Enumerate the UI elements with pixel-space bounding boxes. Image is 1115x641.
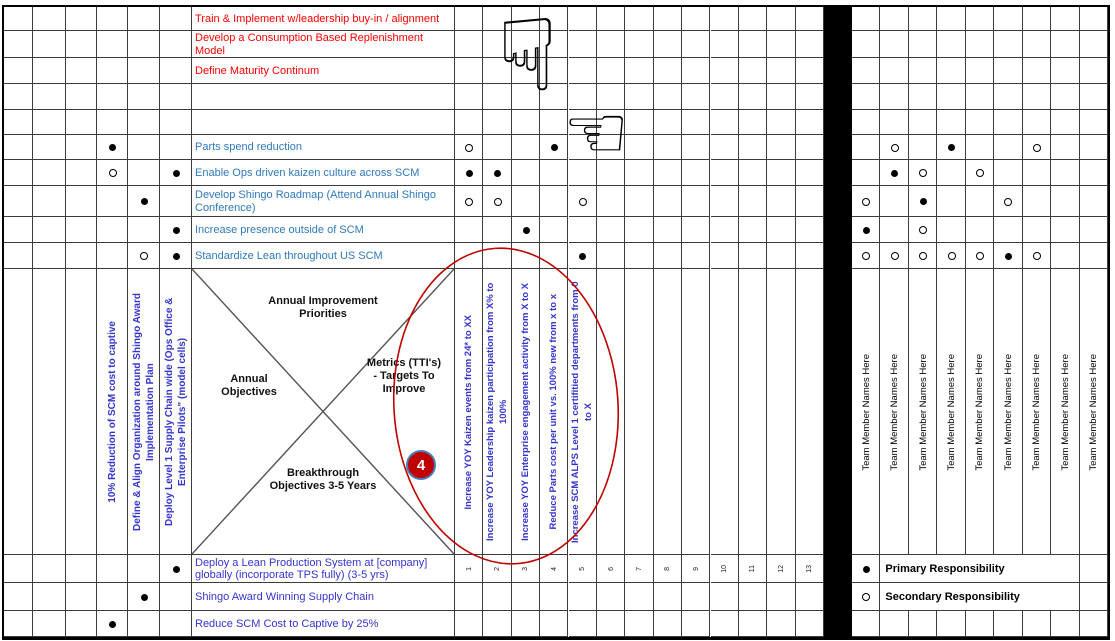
metric-column-number-text: 3	[522, 567, 530, 571]
team-member-column-label-text: Team Member Names Here	[889, 353, 901, 471]
metric-column-number-text: 4	[550, 567, 558, 571]
metric-column-number-text: 8	[664, 567, 672, 571]
legend-secondary-label: Secondary Responsibility	[885, 591, 1020, 603]
team-member-column-label-text: Team Member Names Here	[974, 353, 986, 471]
priority-label-text: Define Maturity Continum	[195, 64, 320, 77]
priority-label-text: Standardize Lean throughout US SCM	[195, 249, 383, 262]
legend-primary-label: Primary Responsibility	[885, 563, 1005, 575]
metric-column-number-text: 12	[777, 565, 785, 573]
metric-column-number-text: 5	[579, 567, 587, 571]
metric-column-number-text: 6	[607, 567, 615, 571]
x-matrix-bottom-label: Breakthrough Objectives 3-5 Years	[269, 467, 377, 492]
priority-label-text: Develop a Consumption Based Replenishment Model	[195, 32, 424, 57]
priority-label-text: Train & Implement w/leadership buy-in / alignment	[195, 12, 440, 25]
metric-column-number-text: 11	[749, 565, 757, 573]
team-member-column-label-text: Team Member Names Here	[1031, 353, 1043, 471]
priority-label-text: Develop Shingo Roadmap (Attend Annual Shingo Conference)	[195, 189, 436, 214]
annual-objective-column-label-text: Define & Align Organization around Shingo Award Implementation Plan	[132, 293, 156, 531]
x-matrix-right-label: Metrics (TTI's) - Targets To Improve	[366, 357, 442, 395]
metric-column-label-text: Increase YOY Enterprise engagement activity from X to X	[519, 283, 531, 541]
metric-column-label-text: Increase YOY Leadership kaizen participation from X% to 100%	[484, 282, 509, 542]
metric-column-number-text: 9	[692, 567, 700, 571]
team-member-column-label-text: Team Member Names Here	[917, 353, 929, 471]
breakthrough-label-text: Shingo Award Winning Supply Chain	[195, 590, 374, 603]
team-member-column-label-text: Team Member Names Here	[1002, 353, 1014, 471]
priority-label-text: Parts spend reduction	[195, 141, 303, 154]
annual-objective-column-label-text: 10% Reduction of SCM cost to captive	[107, 321, 118, 503]
priority-label-text: Increase presence outside of SCM	[195, 223, 364, 236]
breakthrough-label-text: Reduce SCM Cost to Captive by 25%	[195, 617, 379, 630]
team-member-column-label-text: Team Member Names Here	[1059, 353, 1071, 471]
annual-objective-column-label-text: Deploy Level 1 Supply Chain wide (Ops Office & Enterprise Pilots" (model cells)	[164, 297, 188, 527]
pointing-hand-left-icon: ☜	[563, 91, 630, 174]
pointing-hand-down-icon: ☟	[497, 0, 558, 112]
metric-column-label-text: Reduce Parts cost per unit vs. 100% new from x to x	[547, 294, 559, 530]
metric-column-number-text: 1	[465, 567, 473, 571]
x-matrix-left-label: Annual Objectives	[221, 373, 277, 398]
x-matrix-top-label: Annual Improvement Priorities	[268, 295, 378, 320]
metric-column-label-text: Increase YOY Kaizen events from 24* to XX	[462, 314, 474, 510]
annotation-4-badge: 4	[406, 450, 436, 480]
metric-column-number-text: 13	[806, 565, 814, 573]
team-member-column-label-text: Team Member Names Here	[1088, 353, 1100, 471]
metric-column-number-text: 10	[721, 565, 729, 573]
breakthrough-label-text: Deploy a Lean Production System at [company] globally (incorporate TPS fully) (3-5 yrs)	[195, 556, 428, 581]
metric-column-label-text: Increase SCM ALPS Level 1 certifitied departments from 0 to X	[569, 281, 594, 543]
metric-column-number-text: 7	[635, 567, 643, 571]
metric-column-number-text: 2	[494, 567, 502, 571]
priority-label-text: Enable Ops driven kaizen culture across SCM	[195, 166, 420, 179]
team-member-column-label-text: Team Member Names Here	[946, 353, 958, 471]
team-member-column-label-text: Team Member Names Here	[860, 353, 872, 471]
